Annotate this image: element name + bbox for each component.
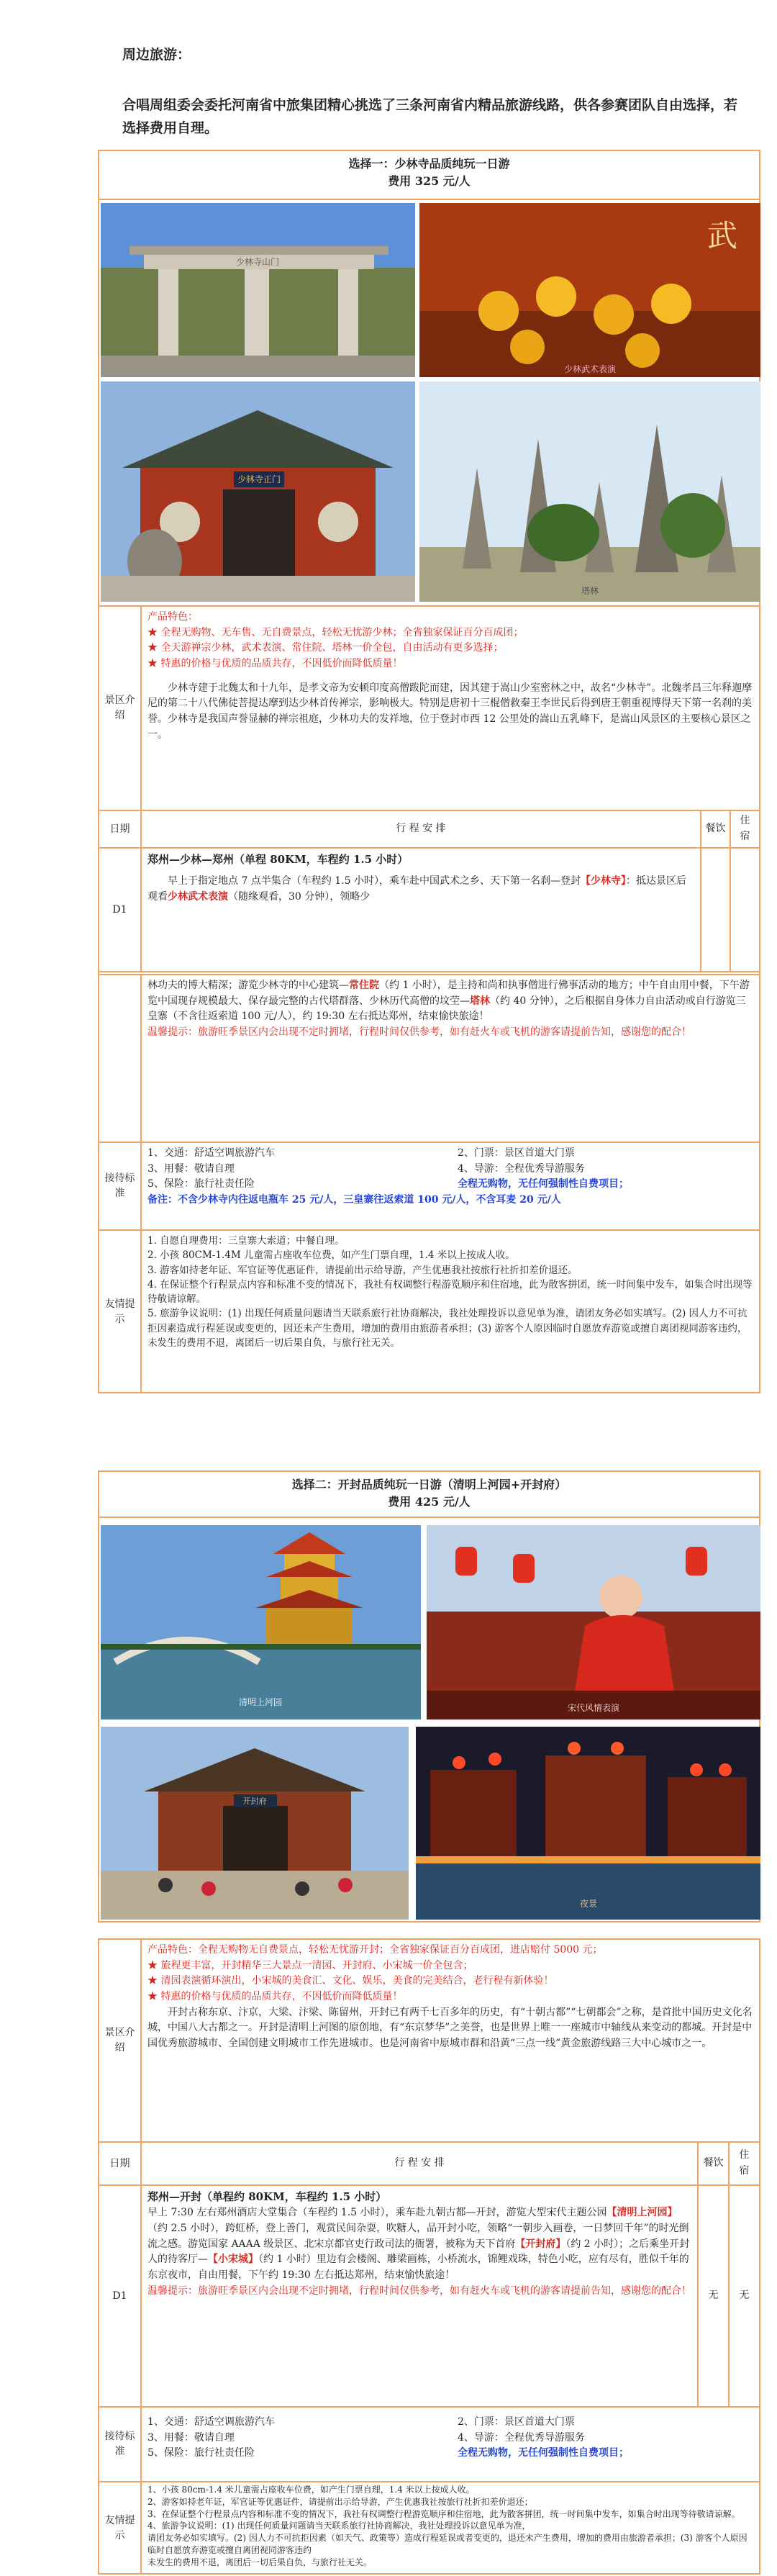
route2-header-box: [98, 1470, 760, 1922]
route1-day-label: D1: [99, 849, 142, 971]
route2-feature-row: [99, 1940, 759, 2141]
route2-kind-label: 友情提示: [99, 2482, 142, 2575]
route1-kind-row: [99, 1229, 759, 1393]
route2-standard-5: 5、保险：旅行社责任险: [147, 2447, 255, 2459]
route1-feature-1: ★ 全程无购物、无车售、无自费景点，轻松无忧游少林；全省独家保证百分百成团；: [147, 626, 524, 638]
route2-day-text-a: 早上 7:30 左右郑州酒店大堂集合（车程约 1.5 小时），乘车赴九朝古都—开封，游览大型宋代主题公园: [147, 2207, 607, 2219]
route2-col-day: 日期: [99, 2143, 142, 2184]
route1-highlight-changzhu: 常住院: [349, 980, 379, 991]
route2-kind-row: [99, 2481, 759, 2575]
route2-feature-3: ★ 特惠的价格与优质的品质共存，不因低价而降低质量！: [147, 1991, 403, 2003]
route2-kind-tip-4: 4、旅游争议说明：(1) 出现任何质量问题请当天联系旅行社协商解决，我社处理投诉以意见单为准，: [147, 2521, 531, 2531]
route2-kind-tip-6: 未发生的费用不退，离团后一切后果自负，与旅行社无关。: [147, 2557, 373, 2567]
route2-standard-row: [99, 2406, 759, 2481]
svg-text:夜景: 夜景: [579, 1899, 598, 1909]
route2-highlight-kaifengfu: 【开封府】: [515, 2238, 566, 2250]
route1-day-text-c: （随缘观看，30 分钟），领略少: [228, 890, 371, 903]
intro-paragraph: 合唱周组委会委托河南省中旅集团精心挑选了三条河南省内精品旅游线路，供各参赛团队自由选择，若选择费用自理。: [122, 97, 738, 136]
route1-header: [99, 151, 759, 200]
route1-standard-label: 接待标准: [99, 1143, 142, 1229]
route2-col-stay: 住宿: [728, 2143, 759, 2184]
route1-col-stay: 住宿: [730, 811, 759, 847]
route2-standard-4: 4、导游：全程优秀导游服务: [458, 2431, 585, 2444]
svg-text:少林寺正门: 少林寺正门: [237, 474, 281, 484]
route2-day-label: D1: [99, 2186, 142, 2406]
route1-standard-1: 1、交通：舒适空调旅游汽车: [147, 1147, 275, 1159]
route2-meal-value: 无: [697, 2186, 728, 2406]
route1-photo-pagoda-forest: [419, 381, 760, 602]
route2-standard-3: 3、用餐：敬请自理: [147, 2431, 235, 2444]
route1-cont-text-b: （约 1 小时），是主持和尚和执事僧进行佛事活动的地方；中午自由用中餐，下午游览中国现存规模最大、保存最完整的古代塔群落、少林历代高僧的坟茔—: [147, 980, 750, 1007]
route1-kind-label: 友情提示: [99, 1231, 142, 1393]
route2-feature-title: 产品特色：全程无购物无自费景点，轻松无忧游开封；全省独家保证百分百成团，进店赔付 5000 元；: [147, 1944, 603, 1956]
route1-highlight-talin: 塔林: [470, 995, 490, 1007]
route2-day-title: 郑州—开封（单程约 80KM，车程约 1.5 小时）: [147, 2190, 387, 2203]
route1-remark: 备注：不含少林寺内往返电瓶车 25 元/人，三皇寨往返索道 100 元/人，不含耳麦 20 元/人: [147, 1194, 561, 1206]
route1-kind-tip-3: 3. 游客如持老年证、军官证等优惠证件，请提前出示给导游，产生优惠我社按旅行社折扣差价退还。: [147, 1264, 578, 1276]
route2-header: [99, 1472, 759, 1518]
route1-day-title: 郑州—少林—郑州（单程 80KM，车程约 1.5 小时）: [147, 853, 409, 866]
route2-day-text-c: （约 2 小时）；之后乘坐开封人的待客厅—: [147, 2238, 690, 2266]
route1-day-text-b: ：抵达景区后观看: [147, 875, 686, 903]
route1-highlight-shaolin: 【少林寺】: [580, 875, 626, 887]
route2-photo-nightview: [416, 1727, 760, 1920]
route1-table: [98, 150, 760, 1393]
svg-text:塔林: 塔林: [581, 586, 599, 596]
route1-day1-cont-row: [99, 971, 759, 1142]
route2-highlight-qingming: 【清明上河园】: [606, 2207, 678, 2219]
route2-kind-tip-2: 2、游客如持老年证，军官证等优惠证件，请提前出示给导游，产生优惠我社按旅行社折扣差价退还；: [147, 2496, 533, 2507]
route2-day-text-b: （约 2.5 小时），跨虹桥，登上善门，观赏民间杂耍，吹糖人，品开封小吃，领略“一朝步入画卷，一日梦回千年”的时光倒流之感。游览国家 AAAA 级景区、北宋京都官吏行政司法的衙署，被称为天下首府: [147, 2222, 689, 2250]
route2-intro-text: 开封古称东京、汴京，大梁、汴梁、陈留州，开封已有两千七百多年的历史，有“十朝古都”“七朝都会”之称，是首批中国历史文化名城，中国八大古都之一。开封是清明上河图的原创地，有“东京梦华”之美誉，也是世界上唯一一座城市中轴线从来变动的都城。开封是中国优秀旅游城市、全国创建文明城市工作先进城市。也是河南省中原城市群和沿黄“三点一线”黄金旅游线路三大中心城市之一。: [147, 2006, 753, 2050]
route2-standard-2: 2、门票：景区首道大门票: [458, 2416, 575, 2428]
route1-standard-2: 2、门票：景区首道大门票: [458, 1147, 575, 1159]
route2-photo-kaifengfu: [101, 1727, 409, 1920]
route2-photo-performer: [427, 1525, 760, 1719]
route1-kind-tip-5: 5. 旅游争议说明：(1) 出现任何质量问题请当天联系旅行社协商解决，我社处理投诉以意见单为准，请团友务必如实填写。(2) 因人力不可抗拒因素造成行程延误或变更的，因还未产生费用，增加的费用由旅游者承担；(3) 游客个人原因临时自愿放弃游览或擅自离团视同游客违约，未发生的费用不退，离团后一切后果自负，与旅行社无关。: [147, 1308, 748, 1349]
route2-standard-label: 接待标准: [99, 2408, 142, 2481]
route1-standard-3: 3、用餐：敬请自理: [147, 1162, 235, 1175]
route1-col-plan: 行 程 安 排: [396, 823, 446, 835]
route2-standard-1: 1、交通：舒适空调旅游汽车: [147, 2416, 275, 2428]
route1-photo-kungfu: [419, 203, 760, 377]
route2-tip: 温馨提示：旅游旺季景区内会出现不定时拥堵，行程时间仅供参考，如有赶火车或飞机的游客请提前告知，感谢您的配合！: [147, 2284, 691, 2297]
svg-text:宋代风情表演: 宋代风情表演: [567, 1703, 620, 1713]
route2-day-text-d: （约 1 小时）里边有会楼阁、雕梁画栋，小桥流水，锦鲤戏珠，特色小吃，应有尽有，胜似千年的东京夜市，自由用餐，下午约 19:30 左右抵达郑州，结束愉快旅途！: [147, 2254, 689, 2281]
route1-feature-3: ★ 特惠的价格与优质的品质共存，不因低价而降低质量！: [147, 658, 403, 670]
route2-feature-label: 景区介绍: [99, 1940, 142, 2141]
route2-stay-value: 无: [728, 2186, 759, 2406]
route2-col-plan: 行 程 安 排: [394, 2157, 445, 2169]
route1-highlight-show: 少林武术表演: [168, 890, 228, 903]
svg-text:少林武术表演: 少林武术表演: [563, 364, 617, 374]
route1-standard-note: 全程无购物，无任何强制性自费项目；: [458, 1178, 629, 1190]
route1-kind-tip-2: 2. 小孩 80CM-1.4M 儿童需占座收车位费，如产生门票自理，1.4 米以上按成人收。: [147, 1249, 515, 1262]
route2-col-meals: 餐饮: [697, 2143, 728, 2184]
route1-feature-row: [99, 605, 759, 810]
route2-feature-2: ★ 清园表演循环演出，小宋城的美食汇、文化、娱乐，美食的完美结合，老行程有新体验！: [147, 1975, 554, 1987]
intro-section: [122, 45, 748, 140]
route1-standard-row: [99, 1142, 759, 1229]
route2-highlight-xiaosongcheng: 【小宋城】: [208, 2254, 258, 2266]
route1-cont-text-a: 林功夫的博大精深；游览少林寺的中心建筑—: [147, 980, 349, 991]
svg-text:少林寺山门: 少林寺山门: [235, 257, 280, 267]
route1-photo-temple: [101, 381, 415, 602]
route2-table: [98, 1938, 760, 2575]
route1-title: 选择一：少林寺品质纯玩一日游: [348, 157, 510, 171]
route1-photo-gate: [101, 203, 415, 377]
route1-day1-row: [99, 847, 759, 971]
route1-feature-label: 景区介绍: [99, 607, 142, 810]
route1-kind-tip-4: 4. 在保证整个行程景点内容和标准不变的情况下，我社有权调整行程游览顺序和住宿地，此为散客拼团，统一时间集中发车，如集合时出现等待敬请谅解。: [147, 1278, 753, 1305]
route1-kind-tip-1: 1. 自愿自理费用：三皇寨大索道；中餐自理。: [147, 1235, 345, 1247]
svg-text:武: 武: [707, 218, 738, 253]
route1-feature-2: ★ 全天游禅宗少林，武术表演、常住院、塔林一价全包，自由活动有更多选择；: [147, 642, 504, 654]
intro-heading: 周边旅游：: [122, 47, 191, 63]
route1-col-meals: 餐饮: [700, 811, 730, 847]
route1-day-text-a: 早上于指定地点 7 点半集合（车程约 1.5 小时），乘车赴中国武术之乡、天下第一名刹—登封: [168, 875, 581, 887]
route1-col-day: 日期: [99, 811, 142, 847]
route2-title: 选择二：开封品质纯玩一日游（清明上河园+开封府）: [291, 1478, 567, 1491]
route2-photo-park: [101, 1525, 421, 1719]
route1-feature-title: 产品特色：: [147, 611, 198, 623]
route1-tip: 温馨提示：旅游旺季景区内会出现不定时拥堵，行程时间仅供参考，如有赶火车或飞机的游客请提前告知，感谢您的配合！: [147, 1026, 691, 1039]
route1-standard-5: 5、保险：旅行社责任险: [147, 1178, 255, 1190]
route2-kind-tip-3: 3、在保证整个行程景点内容和标准不变的情况下，我社有权调整行程游览顺序和住宿地，此为散客拼团，统一时间集中发车，如集合时出现等待敬请谅解。: [147, 2508, 740, 2519]
route2-feature-1: ★ 旅程更丰富，开封精华三大景点一清园、开封府、小宋城一价全包含；: [147, 1959, 473, 1971]
route2-kind-tip-5: 请团友务必如实填写。(2) 因人力不可抗拒因素（如天气、政策等）造成行程延误或者变更的，退还未产生费用，增加的费用由旅游者承担；(3) 游客个人原因临时自愿放弃游览或擅自离团视同游客违约: [147, 2533, 748, 2555]
route1-schedule-header: [99, 810, 759, 847]
route2-price: 费用 425 元/人: [388, 1495, 471, 1509]
route1-intro-text: 少林寺建于北魏太和十九年，是孝文帝为安顿印度高僧跋陀而建，因其建于嵩山少室密林之中，故名“少林寺”。北魏孝昌三年释迦摩尼的第二十八代佛徒菩提达摩到达少林首传禅宗，影响极大。特别是唐初十三棍僧救秦王李世民后得到唐王朝重视博得天下第一名刹的美誉。少林寺是我国声誉显赫的禅宗祖庭，少林功夫的发祥地，位于登封市西 12 公里处的嵩山五乳峰下，是嵩山风景区的主要核心景区之一。: [147, 682, 753, 741]
route1-price: 费用 325 元/人: [388, 174, 471, 188]
route2-kind-tip-1: 1、小孩 80cm-1.4 米儿童需占座收车位费，如产生门票自理，1.4 米以上按成人收。: [147, 2485, 475, 2495]
svg-text:清明上河园: 清明上河园: [238, 1697, 283, 1707]
route2-schedule-header: [99, 2141, 759, 2184]
route2-standard-note: 全程无购物，无任何强制性自费项目；: [458, 2447, 629, 2459]
route2-day1-row: [99, 2184, 759, 2406]
route1-standard-4: 4、导游：全程优秀导游服务: [458, 1162, 585, 1175]
route1-cont-text-c: （约 40 分钟），之后根据自身体力自由活动或自行游览三皇寨（不含往返索道 100 元/人），约 19:30 左右抵达郑州，结束愉快旅途！: [147, 995, 746, 1023]
svg-text:开封府: 开封府: [242, 1797, 267, 1806]
